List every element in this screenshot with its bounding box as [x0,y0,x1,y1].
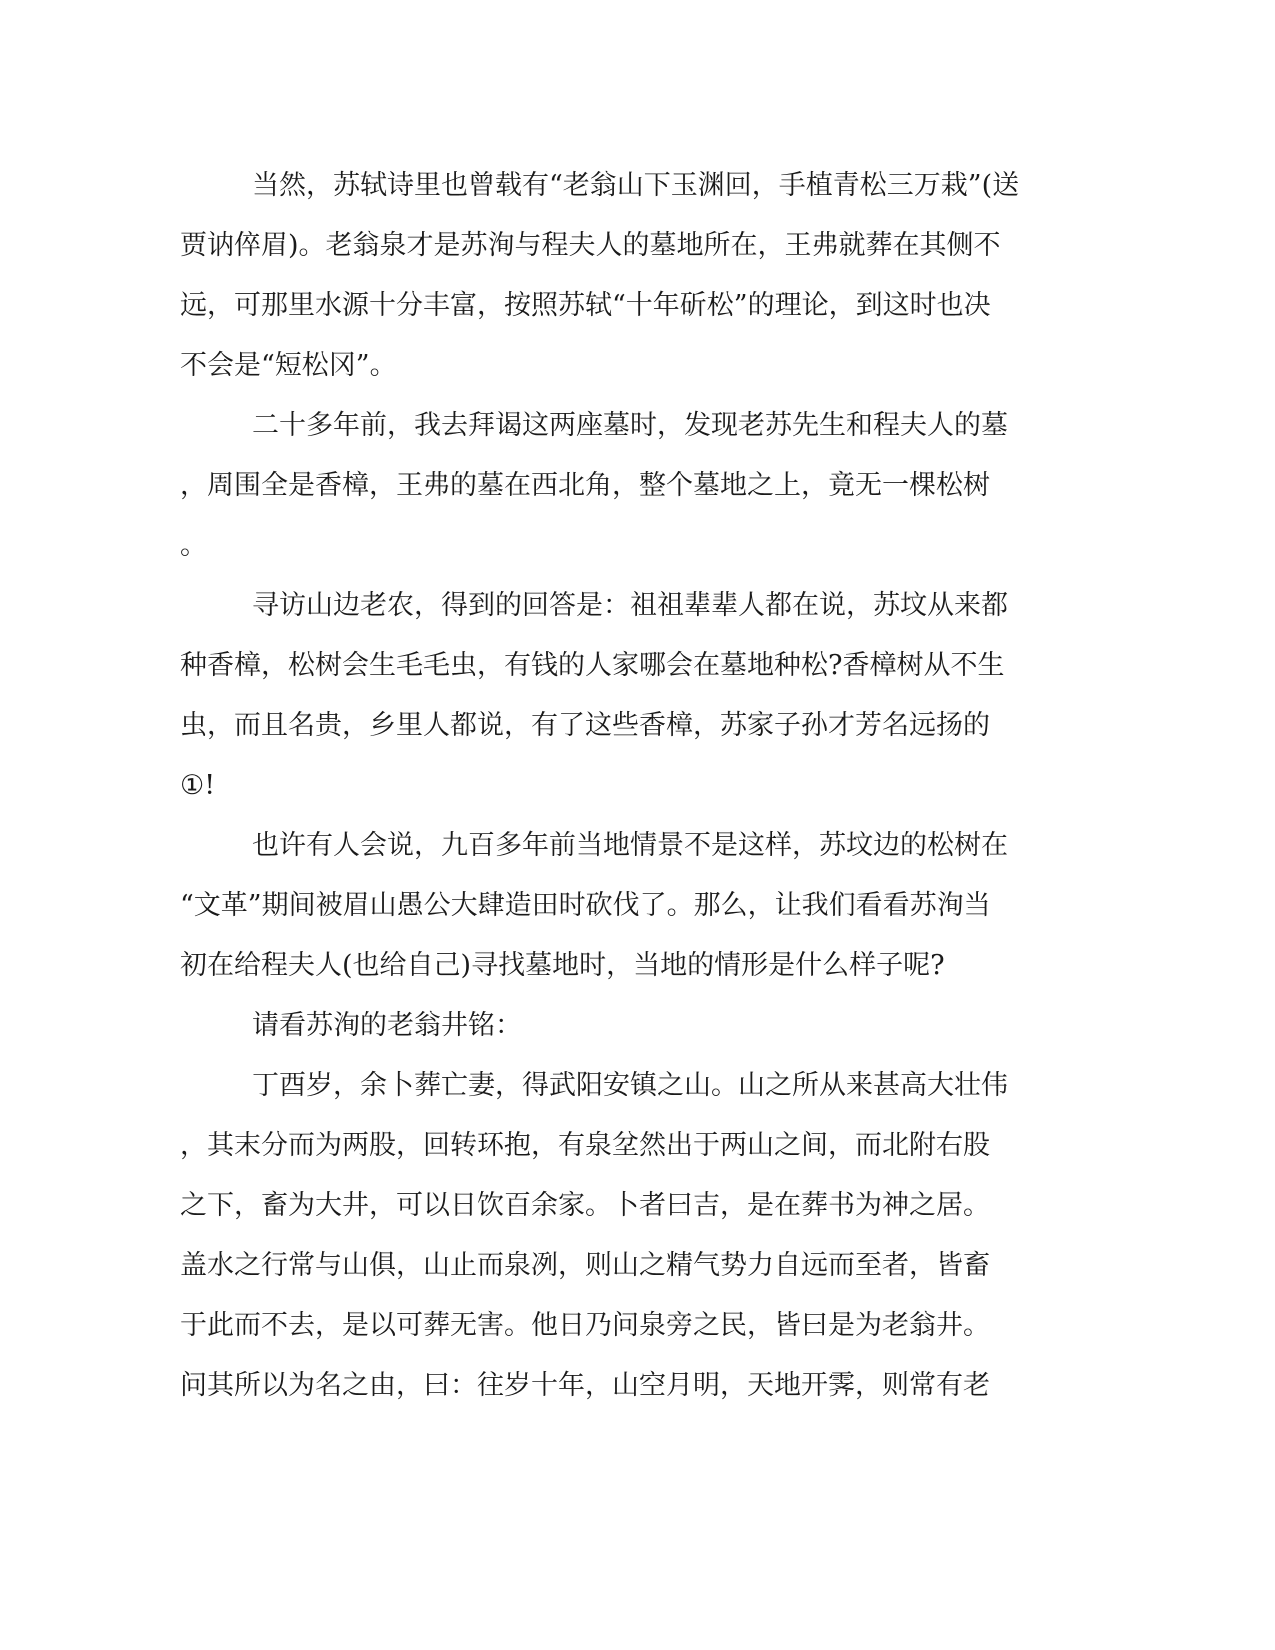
text-line: 丁酉岁，余卜葬亡妻，得武阳安镇之山。山之所从来甚高大壮伟 [252,1070,1008,1101]
text-line: 二十多年前，我去拜谒这两座墓时，发现老苏先生和程夫人的墓 [252,410,1008,441]
text-line: 虫，而且名贵，乡里人都说，有了这些香樟，苏家子孙才芳名远扬的 [180,710,990,741]
text-line: 远，可那里水源十分丰富，按照苏轼“十年斫松”的理论，到这时也决 [180,290,991,321]
text-line: 种香樟，松树会生毛毛虫，有钱的人家哪会在墓地种松?香樟树从不生 [180,650,1005,681]
text-line: 问其所以为名之由，曰：往岁十年，山空月明，天地开霁，则常有老 [180,1370,990,1401]
text-line: ，其末分而为两股，回转环抱，有泉坌然出于两山之间，而北附右股 [180,1130,990,1161]
text-line: 。 [180,530,207,561]
text-line: 初在给程夫人(也给自己)寻找墓地时，当地的情形是什么样子呢? [180,950,945,981]
footnote-marker-line: ①! [180,770,216,801]
text-line: 请看苏洵的老翁井铭： [252,1010,522,1041]
text-line: ，周围全是香樟，王弗的墓在西北角，整个墓地之上，竟无一棵松树 [180,470,990,501]
text-line: 于此而不去，是以可葬无害。他日乃问泉旁之民，皆曰是为老翁井。 [180,1310,990,1341]
text-line: 贾讷倅眉)。老翁泉才是苏洵与程夫人的墓地所在，王弗就葬在其侧不 [180,230,1001,261]
text-line: 之下，畜为大井，可以日饮百余家。卜者曰吉，是在葬书为神之居。 [180,1190,990,1221]
text-line: 也许有人会说，九百多年前当地情景不是这样，苏坟边的松树在 [252,830,1008,861]
text-line: 寻访山边老农，得到的回答是：祖祖辈辈人都在说，苏坟从来都 [252,590,1008,621]
text-line: 当然，苏轼诗里也曾载有“老翁山下玉渊回，手植青松三万栽”(送 [252,170,1020,201]
text-line: “文革”期间被眉山愚公大肆造田时砍伐了。那么，让我们看看苏洵当 [180,890,991,921]
text-line: 盖水之行常与山俱，山止而泉冽，则山之精气势力自远而至者，皆畜 [180,1250,990,1281]
document-body [180,156,1040,1416]
text-line: 不会是“短松冈”。 [180,350,397,381]
